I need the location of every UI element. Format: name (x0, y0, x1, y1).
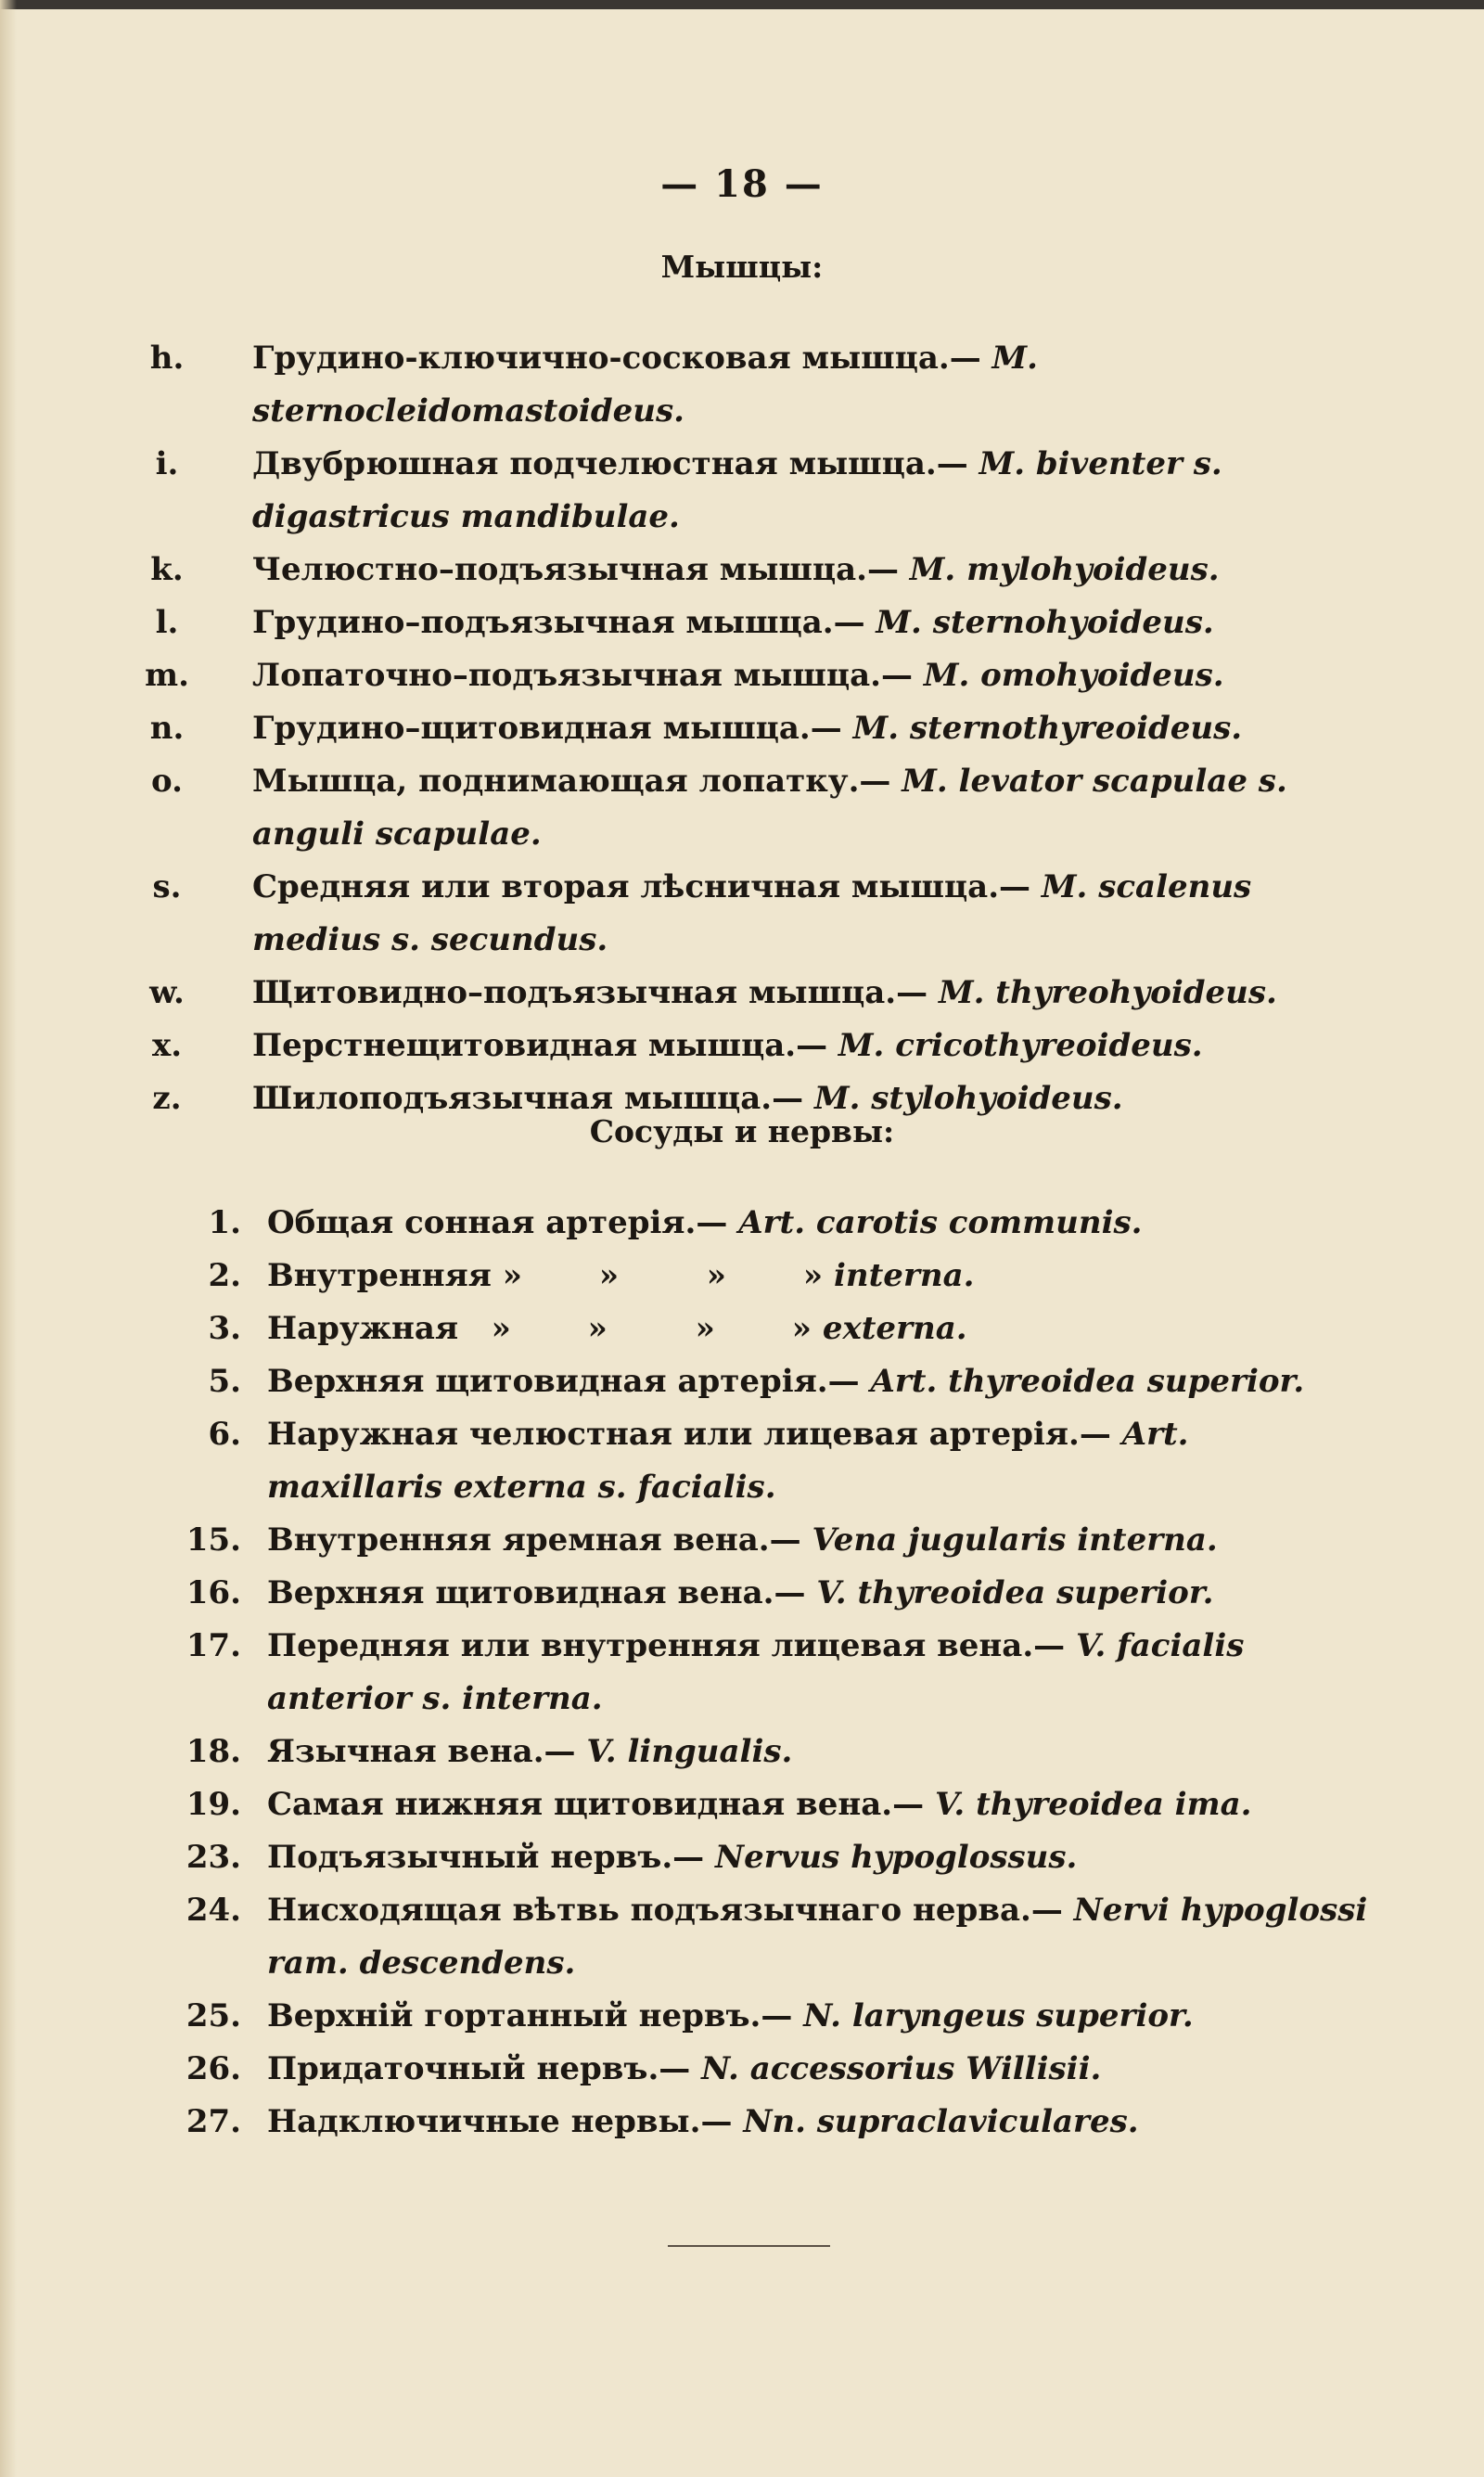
item-text (252, 649, 1361, 702)
list-item (0, 967, 1484, 1020)
dash-separator: — (866, 551, 899, 588)
section-title-muscles: Мышцы: (660, 249, 824, 285)
latin-term: V. lingualis. (586, 1733, 793, 1770)
list-item (0, 702, 1484, 755)
dash-separator: — (1030, 1892, 1063, 1929)
latin-term: V. thyreoidea ima. (934, 1786, 1252, 1823)
item-marker: 5. (208, 1363, 241, 1400)
dash-separator: — (772, 1080, 804, 1117)
end-rule (668, 2245, 830, 2247)
muscle-list (0, 332, 1484, 1125)
dash-separator: — (859, 763, 891, 800)
item-marker: 27. (186, 2103, 241, 2140)
russian-term: Нисходящая вѣтвь подъязычнаго нерва. (267, 1892, 1031, 1929)
list-item (0, 1884, 1484, 1990)
dash-separator: — (810, 710, 842, 747)
latin-term: Nervi hypoglossi ram. descendens. (267, 1892, 1368, 1982)
item-marker: 18. (186, 1733, 241, 1770)
item-marker: h. (149, 340, 185, 377)
item-text (267, 1990, 1371, 2043)
dash-separator: — (999, 868, 1031, 905)
dash-separator: — (659, 2050, 691, 2087)
list-item (0, 2043, 1484, 2096)
list-item (0, 1514, 1484, 1567)
dash-separator: — (880, 657, 913, 694)
latin-term: Art. thyreoidea superior. (870, 1363, 1305, 1400)
item-text (267, 1514, 1371, 1567)
list-item (0, 1778, 1484, 1831)
list-item (0, 332, 1484, 438)
dash-separator: — (761, 1997, 793, 2034)
list-item (0, 1020, 1484, 1072)
latin-term: M. mylohyoideus. (909, 551, 1220, 588)
russian-term: Придаточный нервъ. (267, 2050, 659, 2087)
page-top-edge (0, 0, 1484, 9)
list-item (0, 1303, 1484, 1355)
list-item (0, 1355, 1484, 1408)
russian-term: Верхняя щитовидная артерія. (267, 1363, 828, 1400)
list-item (0, 755, 1484, 861)
list-item (0, 649, 1484, 702)
latin-term: interna. (833, 1257, 975, 1294)
russian-term: Внутренняя » » » » (267, 1257, 824, 1294)
item-text (267, 2096, 1371, 2149)
item-text (252, 544, 1361, 597)
russian-term: Двубрюшная подчелюстная мышца. (252, 445, 937, 482)
item-text (267, 1831, 1371, 1884)
dash-separator: — (696, 1204, 728, 1241)
item-text (252, 967, 1361, 1020)
item-marker: 1. (208, 1204, 241, 1241)
item-marker: 2. (208, 1257, 241, 1294)
russian-term: Средняя или вторая лѣсничная мышца. (252, 868, 1000, 905)
item-marker: 17. (186, 1627, 241, 1664)
dash-separator: — (1033, 1627, 1066, 1664)
latin-term: N. laryngeus superior. (803, 1997, 1194, 2034)
item-text (267, 1620, 1371, 1726)
dash-separator: — (700, 2103, 733, 2140)
item-marker: 19. (186, 1786, 241, 1823)
item-marker: l. (155, 604, 179, 641)
latin-term: Nn. supraclaviculares. (743, 2103, 1139, 2140)
list-item (0, 1990, 1484, 2043)
list-item (0, 438, 1484, 544)
russian-term: Подъязычный нервъ. (267, 1839, 673, 1876)
item-text (267, 2043, 1371, 2096)
item-text (252, 755, 1361, 861)
dash-separator: — (672, 1839, 705, 1876)
dash-separator: — (544, 1733, 576, 1770)
item-marker: i. (155, 445, 179, 482)
russian-term: Грудино–щитовидная мышца. (252, 710, 811, 747)
russian-term: Передняя или внутренняя лицевая вена. (267, 1627, 1034, 1664)
dash-separator: — (769, 1521, 801, 1559)
russian-term: Лопаточно–подъязычная мышца. (252, 657, 881, 694)
list-item (0, 1197, 1484, 1250)
latin-term: Nervus hypoglossus. (715, 1839, 1078, 1876)
item-marker: m. (145, 657, 189, 694)
russian-term: Мышца, поднимающая лопатку. (252, 763, 860, 800)
item-text (267, 1567, 1371, 1620)
dash-separator: — (892, 1786, 925, 1823)
section-title-vessels: Сосуды и нервы: (589, 1113, 895, 1149)
dash-separator: — (833, 604, 865, 641)
item-marker: z. (152, 1080, 182, 1117)
latin-term: M. scalenus medius s. secundus. (252, 868, 1252, 958)
item-marker: n. (149, 710, 185, 747)
russian-term: Верхняя щитовидная вена. (267, 1574, 774, 1611)
item-marker: 26. (186, 2050, 241, 2087)
russian-term: Самая нижняя щитовидная вена. (267, 1786, 893, 1823)
list-item (0, 1250, 1484, 1303)
vessel-list (0, 1197, 1484, 2149)
latin-term: Vena jugularis interna. (812, 1521, 1218, 1559)
latin-term: Art. carotis communis. (738, 1204, 1143, 1241)
item-text (267, 1303, 1371, 1355)
dash-separator: — (827, 1363, 860, 1400)
russian-term: Наружная челюстная или лицевая артерія. (267, 1416, 1080, 1453)
item-marker: 25. (186, 1997, 241, 2034)
russian-term: Верхній гортанный нервъ. (267, 1997, 761, 2034)
latin-term: M. biventer s. digastricus mandibulae. (252, 445, 1222, 535)
list-item (0, 1831, 1484, 1884)
item-text (267, 1355, 1371, 1408)
item-marker: x. (151, 1027, 183, 1064)
russian-term: Грудино–подъязычная мышца. (252, 604, 834, 641)
russian-term: Шилоподъязычная мышца. (252, 1080, 773, 1117)
latin-term: N. accessorius Willisii. (701, 2050, 1102, 2087)
latin-term: M. sternothyreoideus. (852, 710, 1243, 747)
item-marker: 24. (186, 1892, 241, 1929)
list-item (0, 1620, 1484, 1726)
list-item (0, 861, 1484, 967)
russian-term: Щитовидно–подъязычная мышца. (252, 974, 897, 1011)
item-text (252, 438, 1361, 544)
item-text (252, 332, 1361, 438)
latin-term: M. stylohyoideus. (813, 1080, 1123, 1117)
list-item (0, 1567, 1484, 1620)
page-number: — 18 — (660, 162, 824, 206)
list-item (0, 2096, 1484, 2149)
item-text (267, 1250, 1371, 1303)
item-marker: 6. (208, 1416, 241, 1453)
latin-term: externa. (822, 1310, 967, 1347)
latin-term: M. sternocleidomastoideus. (252, 340, 1039, 430)
item-marker: 16. (186, 1574, 241, 1611)
list-item (0, 1408, 1484, 1514)
item-text (252, 702, 1361, 755)
list-item (0, 597, 1484, 649)
list-item (0, 1726, 1484, 1778)
latin-term: Art. maxillaris externa s. facialis. (267, 1416, 1189, 1506)
dash-separator: — (896, 974, 928, 1011)
russian-term: Наружная » » » » (267, 1310, 812, 1347)
russian-term: Перстнещитовидная мышца. (252, 1027, 797, 1064)
dash-separator: — (936, 445, 968, 482)
item-marker: o. (151, 763, 183, 800)
latin-term: M. cricothyreoideus. (838, 1027, 1203, 1064)
russian-term: Язычная вена. (267, 1733, 544, 1770)
item-text (267, 1408, 1371, 1514)
item-marker: s. (152, 868, 182, 905)
dash-separator: — (1079, 1416, 1111, 1453)
russian-term: Надключичные нервы. (267, 2103, 701, 2140)
dash-separator: — (774, 1574, 806, 1611)
latin-term: V. facialis anterior s. interna. (267, 1627, 1245, 1717)
latin-term: M. thyreohyoideus. (938, 974, 1277, 1011)
item-text (252, 597, 1361, 649)
item-marker: 15. (186, 1521, 241, 1559)
dash-separator: — (949, 340, 981, 377)
item-marker: 23. (186, 1839, 241, 1876)
russian-term: Внутренняя яремная вена. (267, 1521, 770, 1559)
russian-term: Челюстно–подъязычная мышца. (252, 551, 867, 588)
latin-term: M. sternohyoideus. (876, 604, 1214, 641)
latin-term: M. omohyoideus. (923, 657, 1224, 694)
item-text (267, 1884, 1371, 1990)
item-text (252, 861, 1361, 967)
item-marker: k. (150, 551, 184, 588)
latin-term: M. levator scapulae s. anguli scapulae. (252, 763, 1287, 853)
russian-term: Грудино-ключично-сосковая мышца. (252, 340, 950, 377)
list-item (0, 544, 1484, 597)
dash-separator: — (796, 1027, 828, 1064)
item-text (267, 1726, 1371, 1778)
item-marker: 3. (208, 1310, 241, 1347)
item-text (267, 1197, 1371, 1250)
russian-term: Общая сонная артерія. (267, 1204, 697, 1241)
item-text (267, 1778, 1371, 1831)
item-marker: w. (149, 974, 185, 1011)
item-text (252, 1020, 1361, 1072)
latin-term: V. thyreoidea superior. (816, 1574, 1214, 1611)
